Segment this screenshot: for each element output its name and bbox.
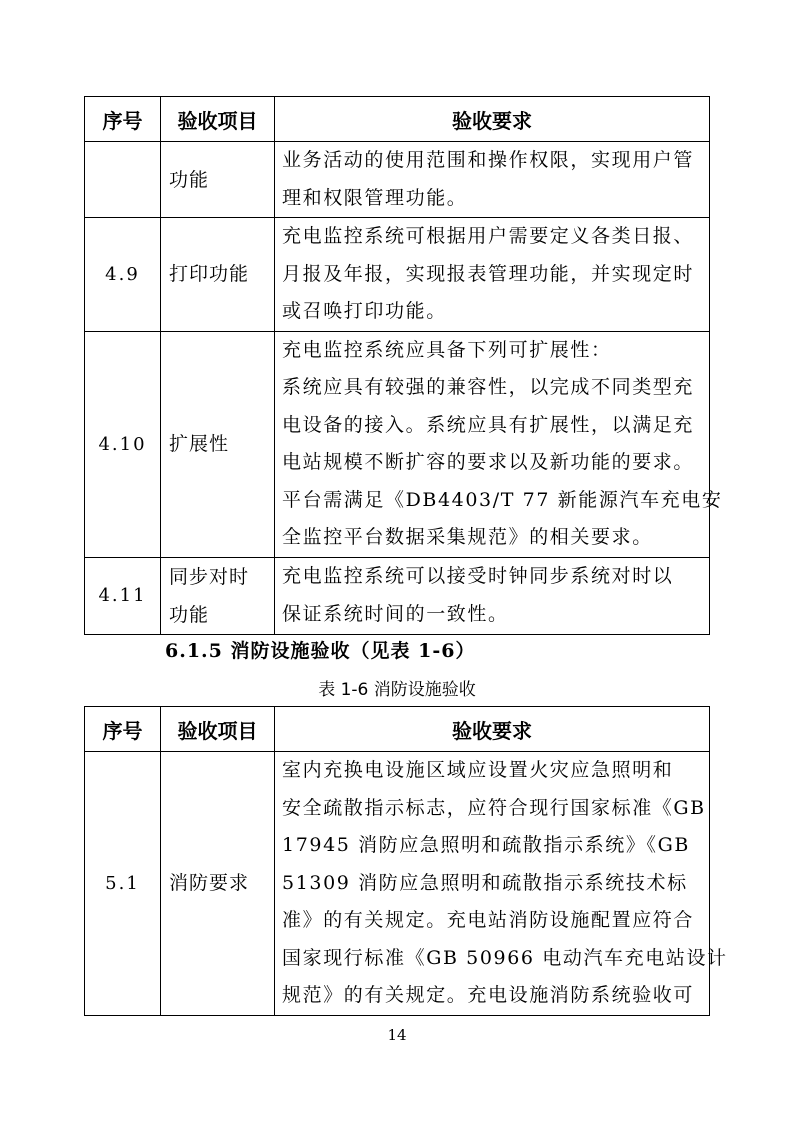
requirement-line: 平台需满足《DB4403/T 77 新能源汽车充电安 (282, 488, 723, 511)
table-header-row (85, 97, 710, 142)
requirement-line: 电站规模不断扩容的要求以及新功能的要求。 (282, 451, 695, 473)
requirement-line: 或召唤打印功能。 (282, 300, 447, 322)
table-header-row (85, 707, 710, 752)
row-item (161, 557, 275, 634)
row-item (161, 218, 275, 332)
requirement-line: 准》的有关规定。充电站消防设施配置应符合 (282, 909, 695, 931)
row-serial (85, 142, 161, 218)
header-requirement: 验收要求 (275, 707, 710, 752)
header-item: 验收项目 (161, 707, 275, 752)
row-requirement (275, 218, 710, 332)
row-item (161, 752, 275, 1016)
row-item-line: 打印功能 (169, 263, 250, 286)
header-item: 验收项目 (161, 97, 275, 142)
table-row (85, 218, 710, 332)
fire-facilities-table (84, 706, 728, 1016)
row-item (161, 331, 275, 557)
row-requirement (275, 142, 710, 218)
requirement-line: 安全疏散指示标志，应符合现行国家标准《GB (282, 796, 706, 819)
header-serial: 序号 (85, 707, 161, 752)
requirement-line: 月报及年报，实现报表管理功能，并实现定时 (282, 262, 695, 285)
requirement-line: 全监控平台数据采集规范》的相关要求。 (282, 526, 653, 548)
row-serial: 4.9 (85, 218, 161, 332)
requirement-line: 充电监控系统可根据用户需要定义各类日报、 (282, 225, 695, 247)
requirement-line: 系统应具有较强的兼容性，以完成不同类型充 (282, 376, 695, 398)
page-number: 14 (387, 1026, 407, 1044)
row-requirement (275, 557, 710, 634)
row-item-line: 功能 (169, 603, 210, 626)
requirement-line: 保证系统时间的一致性。 (282, 602, 509, 625)
row-item (161, 142, 275, 218)
requirement-line: 充电监控系统应具备下列可扩展性： (282, 338, 612, 361)
section-heading: 6.1.5 消防设施验收（见表 1-6） (165, 640, 476, 662)
table-row (85, 557, 710, 634)
requirement-line: 充电监控系统可以接受时钟同步系统对时以 (282, 565, 674, 587)
acceptance-table-continued (84, 96, 723, 635)
row-item-line: 扩展性 (169, 433, 230, 455)
requirement-line: 室内充换电设施区域应设置火灾应急照明和 (282, 759, 674, 781)
table-caption: 表 1-6 消防设施验收 (318, 680, 476, 700)
header-serial: 序号 (85, 97, 161, 142)
row-serial: 5.1 (85, 752, 161, 1016)
requirement-line: 电设备的接入。系统应具有扩展性，以满足充 (282, 413, 695, 436)
table-row (85, 331, 710, 557)
requirement-line: 理和权限管理功能。 (282, 186, 468, 209)
row-requirement (275, 752, 728, 1016)
requirement-line: 国家现行标准《GB 50966 电动汽车充电站设计 (282, 946, 728, 969)
row-requirement (275, 331, 723, 557)
table-row (85, 752, 710, 1016)
row-item-line: 消防要求 (169, 872, 250, 895)
table-row (85, 142, 710, 218)
requirement-line: 业务活动的使用范围和操作权限，实现用户管 (282, 149, 695, 171)
requirement-line: 17945 消防应急照明和疏散指示系统》《GB (282, 834, 690, 856)
header-requirement: 验收要求 (275, 97, 710, 142)
requirement-line: 规范》的有关规定。充电设施消防系统验收可 (282, 984, 695, 1006)
row-serial: 4.10 (85, 331, 161, 557)
requirement-line: 51309 消防应急照明和疏散指示系统技术标 (282, 871, 688, 894)
row-item-line: 同步对时 (169, 565, 250, 588)
row-item-line: 功能 (169, 168, 210, 191)
row-serial: 4.11 (85, 557, 161, 634)
